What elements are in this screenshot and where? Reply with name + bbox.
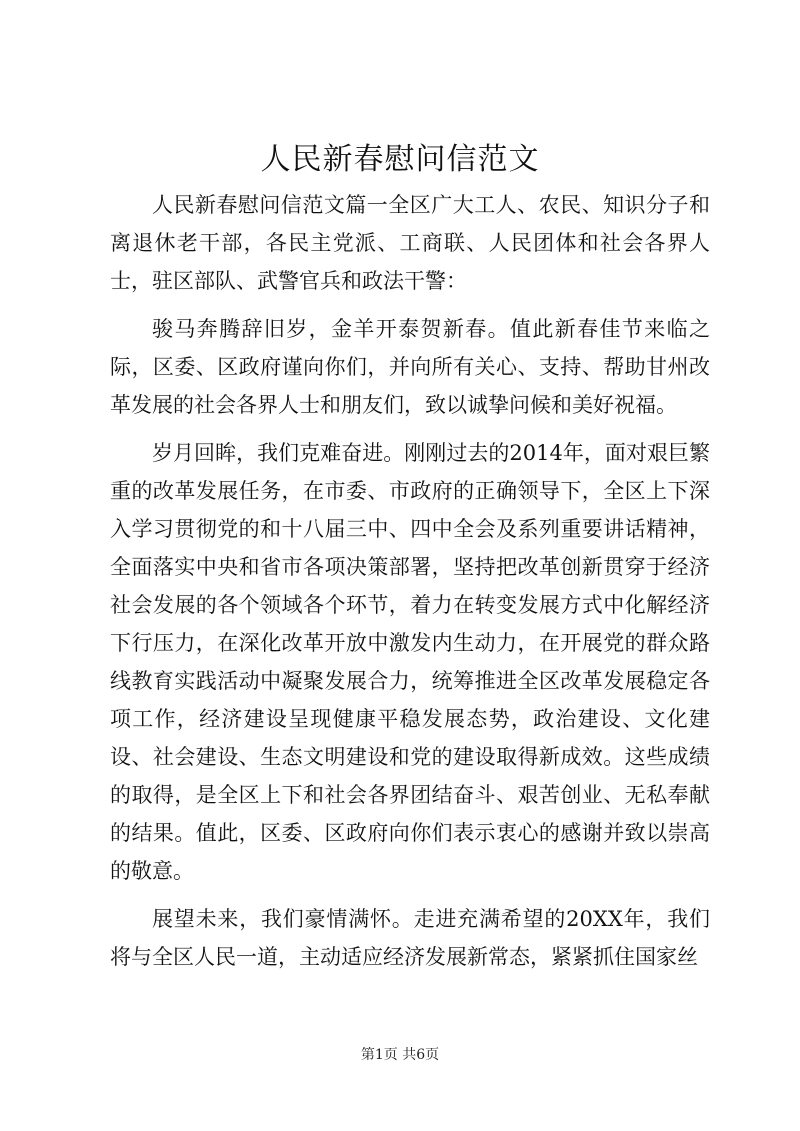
paragraph-2: 骏马奔腾辞旧岁，金羊开泰贺新春。值此新春佳节来临之际，区委、区政府谨向你们，并向所有关心、支持、帮助甘州改革发展的社会各界人士和朋友们，致以诚挚问候和美好祝福。 xyxy=(110,317,710,417)
paragraph-1: 人民新春慰问信范文篇一全区广大工人、农民、知识分子和离退休老干部，各民主党派、工商联、人民团体和社会各界人士，驻区部队、武警官兵和政法干警： xyxy=(110,193,710,293)
page-footer: 第1页 共6页 xyxy=(360,1047,440,1063)
document-title: 人民新春慰问信范文 xyxy=(260,142,540,177)
paragraph-3: 岁月回眸，我们克难奋进。刚刚过去的2014年，面对艰巨繁重的改革发展任务，在市委、市政府的正确领导下，全区上下深入学习贯彻党的和十八届三中、四中全会及系列重要讲话精神，全面落实中央和省市各项决策部署，坚持把改革创新贯穿于经济社会发展的各个领域各个环节，着力在转变发展方式中化解经济下行压力，在深化改革开放中激发内生动力，在开展党的群众路线教育实践活动中凝聚发展合力，统筹推进全区改革发展稳定各项工作，经济建设呈现健康平稳发展态势，政治建设、文化建设、社会建设、生态文明建设和党的建设取得新成效。这些成绩的取得，是全区上下和社会各界团结奋斗、艰苦创业、无私奉献的结果。值此，区委、区政府向你们表示衷心的感谢并致以崇高的敬意。 xyxy=(110,441,710,883)
paragraph-4: 展望未来，我们豪情满怀。走进充满希望的20XX年，我们将与全区人民一道，主动适应经济发展新常态，紧紧抓住国家丝 xyxy=(110,907,710,969)
document-body xyxy=(110,186,710,986)
